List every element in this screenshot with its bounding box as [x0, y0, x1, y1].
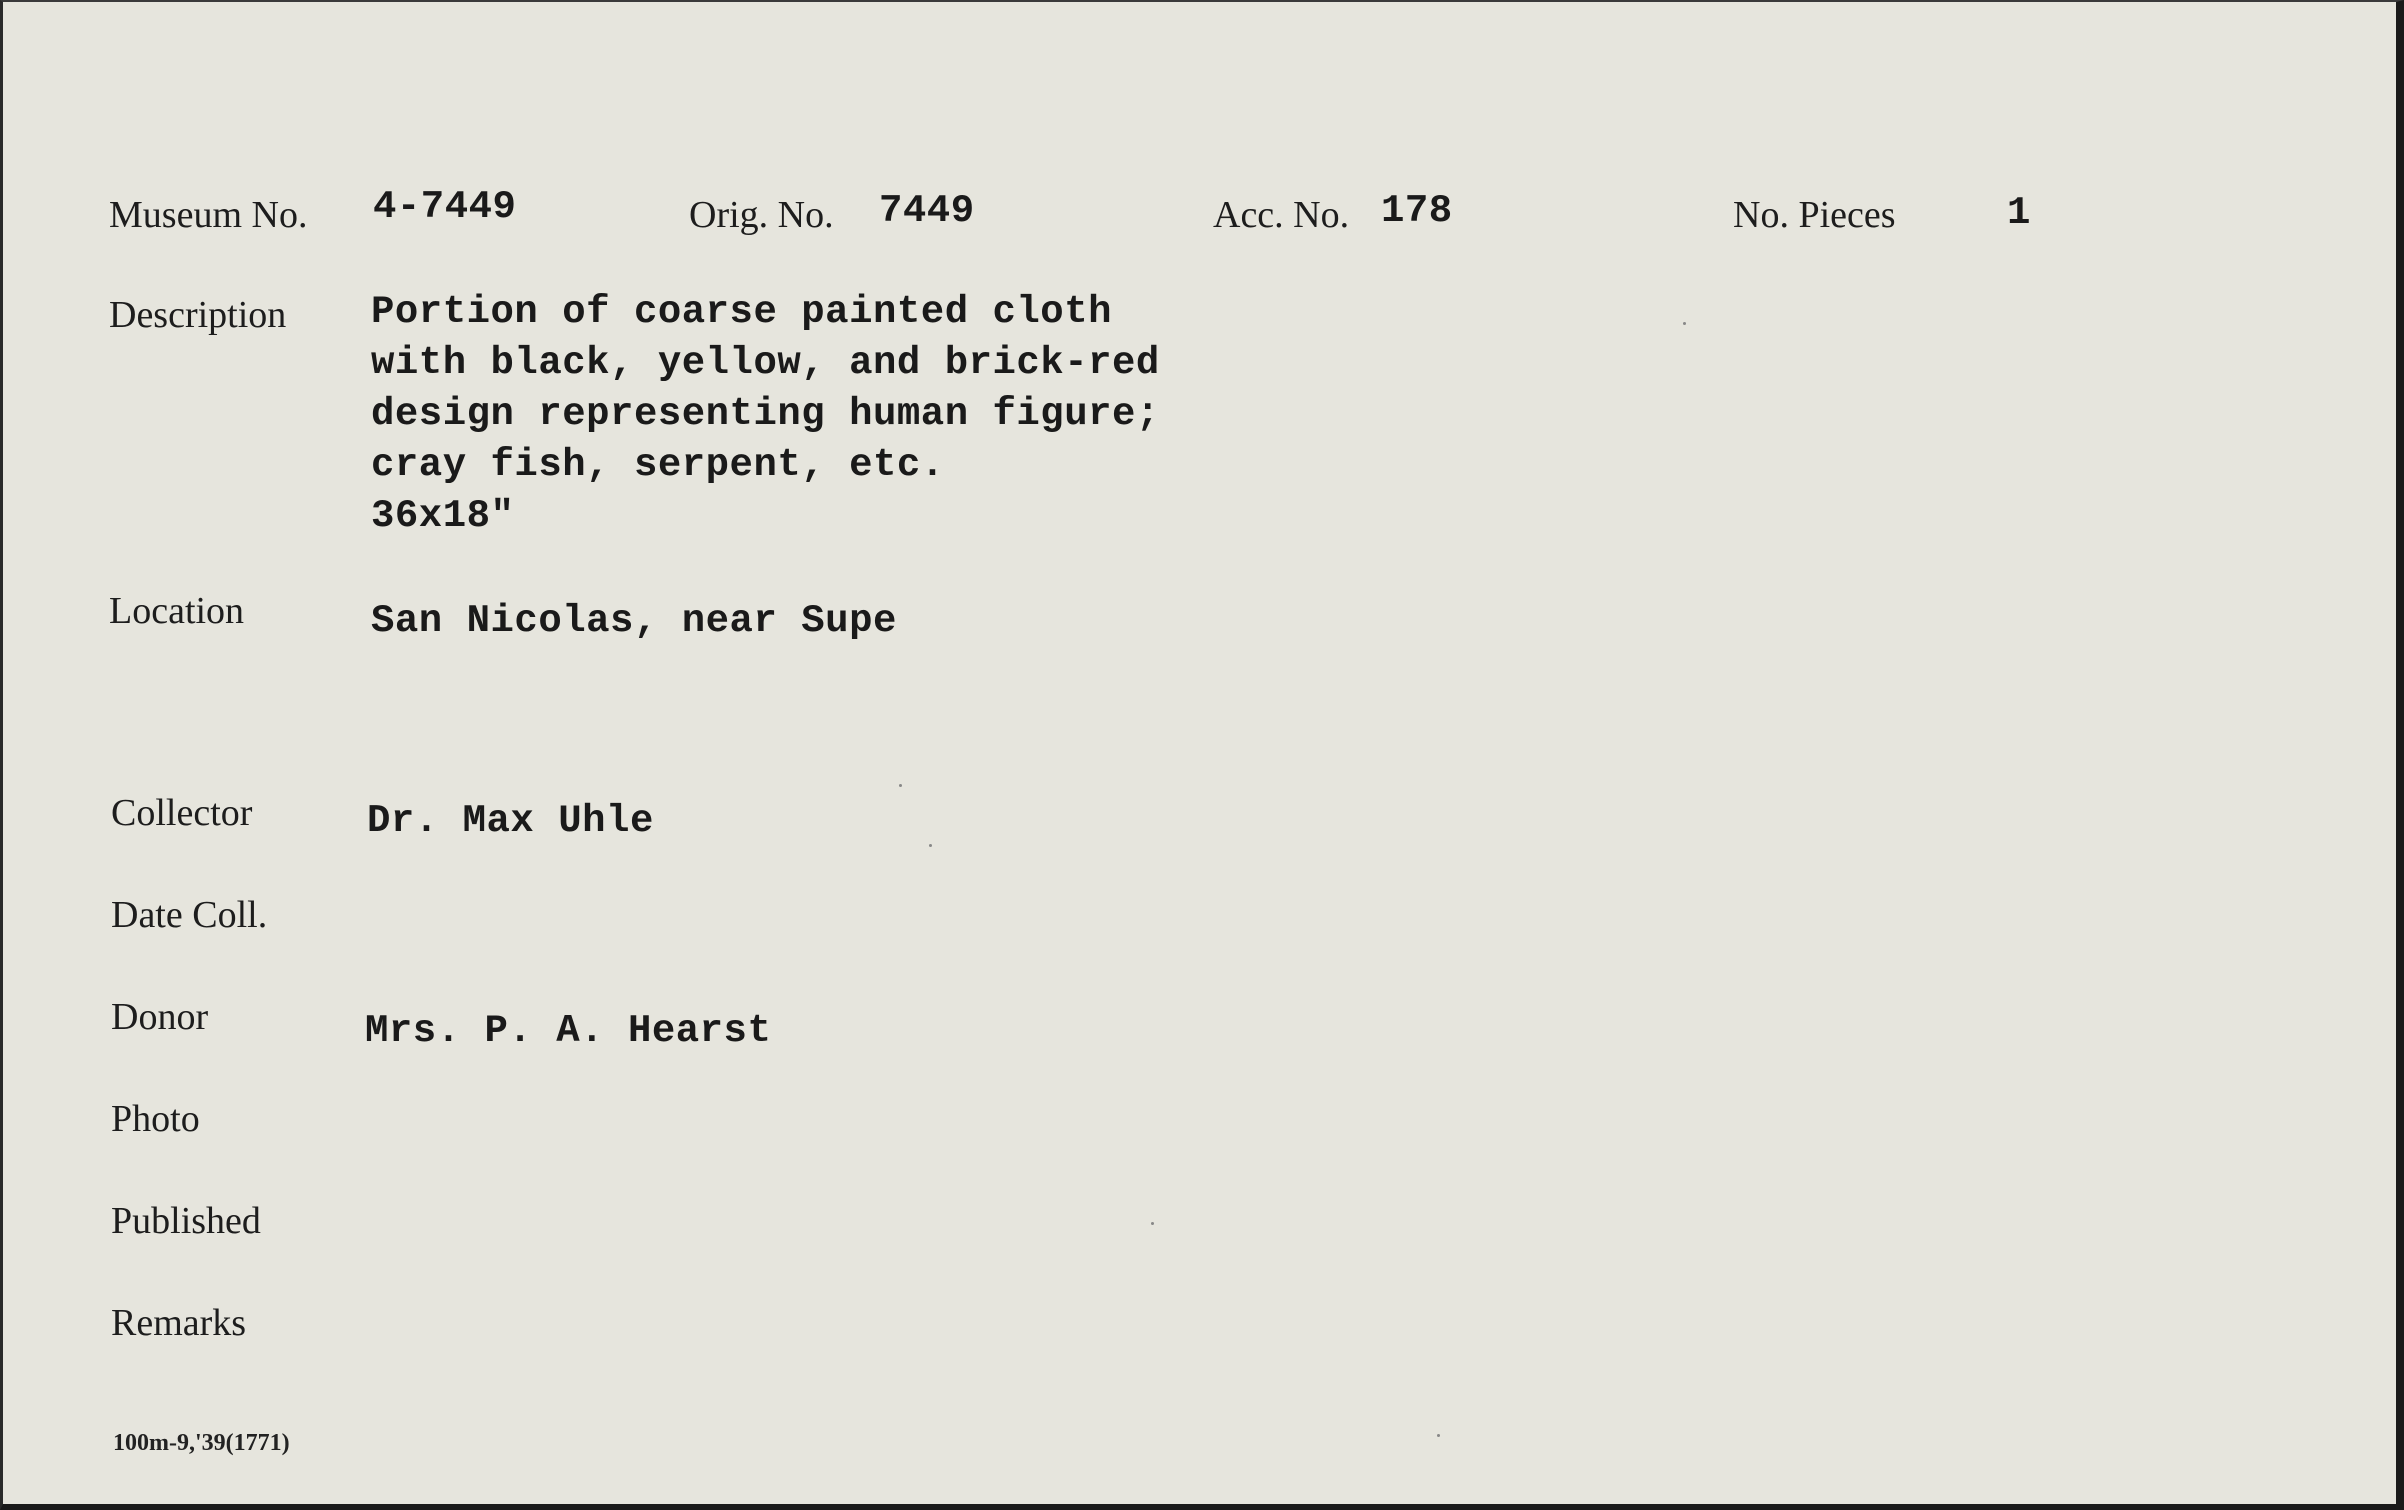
description-line: design representing human figure;: [371, 392, 1160, 436]
description-line: Portion of coarse painted cloth: [371, 290, 1113, 334]
donor-value: Mrs. P. A. Hearst: [365, 1009, 772, 1053]
paper-speck: [1151, 1222, 1154, 1225]
date-coll-label: Date Coll.: [111, 894, 268, 936]
published-label: Published: [111, 1200, 261, 1242]
acc-no-label: Acc. No.: [1213, 194, 1350, 236]
paper-speck: [929, 844, 932, 847]
acc-no-value: 178: [1381, 189, 1453, 233]
collector-value: Dr. Max Uhle: [367, 799, 654, 843]
orig-no-label: Orig. No.: [689, 194, 834, 236]
orig-no-value: 7449: [879, 189, 975, 233]
description-line: 36x18": [371, 494, 515, 538]
description-label: Description: [109, 294, 287, 336]
paper-speck: [1683, 322, 1686, 325]
location-label: Location: [109, 590, 245, 632]
location-value: San Nicolas, near Supe: [371, 599, 897, 643]
paper-speck: [1437, 1434, 1440, 1437]
print-code: 100m-9,'39(1771): [113, 1430, 290, 1456]
remarks-label: Remarks: [111, 1302, 247, 1344]
description-line: cray fish, serpent, etc.: [371, 443, 945, 487]
donor-label: Donor: [111, 996, 209, 1038]
photo-label: Photo: [111, 1098, 200, 1140]
paper-speck: [899, 784, 902, 787]
description-value: [371, 287, 1160, 542]
museum-no-label: Museum No.: [109, 194, 308, 236]
description-line: with black, yellow, and brick-red: [371, 341, 1160, 385]
no-pieces-value: 1: [2007, 191, 2031, 235]
no-pieces-label: No. Pieces: [1733, 194, 1896, 236]
museum-no-value: 4-7449: [373, 185, 517, 229]
collector-label: Collector: [111, 792, 253, 834]
